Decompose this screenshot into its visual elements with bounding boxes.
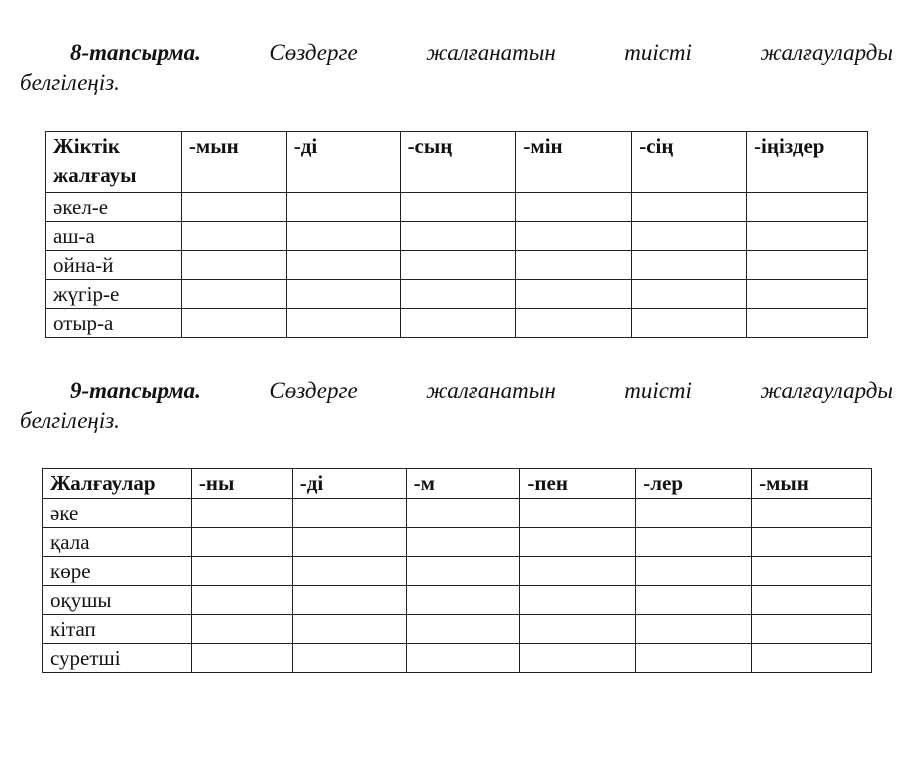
- answer-cell[interactable]: [636, 615, 752, 644]
- task9-header-row: [43, 469, 872, 499]
- answer-cell[interactable]: [400, 280, 516, 309]
- table-row: [43, 499, 872, 528]
- answer-cell[interactable]: [286, 222, 400, 251]
- answer-cell[interactable]: [292, 644, 406, 673]
- task8-ending-header: -мын: [181, 132, 286, 193]
- answer-cell[interactable]: [516, 251, 632, 280]
- answer-cell[interactable]: [516, 309, 632, 338]
- table-row: [43, 557, 872, 586]
- answer-cell[interactable]: [632, 280, 747, 309]
- task8-heading: [20, 38, 893, 98]
- table-row: [43, 528, 872, 557]
- table-row: [46, 251, 868, 280]
- task9-ending-header: -пен: [520, 469, 636, 499]
- task9-header-first: Жалғаулар: [43, 469, 192, 499]
- task8-word-cell: ойна-й: [46, 251, 182, 280]
- answer-cell[interactable]: [292, 557, 406, 586]
- task9-instruction-line2: белгілеңіз.: [20, 408, 120, 433]
- task8-word-cell: аш-а: [46, 222, 182, 251]
- answer-cell[interactable]: [191, 644, 292, 673]
- table-row: [46, 222, 868, 251]
- answer-cell[interactable]: [636, 586, 752, 615]
- answer-cell[interactable]: [636, 499, 752, 528]
- answer-cell[interactable]: [520, 528, 636, 557]
- task8-header-row: [46, 132, 868, 193]
- task9-word-cell: суретші: [43, 644, 192, 673]
- answer-cell[interactable]: [191, 499, 292, 528]
- task9-ending-header: -ны: [191, 469, 292, 499]
- table-row: [43, 615, 872, 644]
- task8-header-first-line2: жалғауы: [53, 163, 137, 187]
- answer-cell[interactable]: [406, 615, 520, 644]
- task8-word-cell: отыр-а: [46, 309, 182, 338]
- answer-cell[interactable]: [632, 193, 747, 222]
- table-row: [46, 309, 868, 338]
- task8-ending-header: -мін: [516, 132, 632, 193]
- answer-cell[interactable]: [181, 309, 286, 338]
- task8-table: [45, 131, 868, 338]
- answer-cell[interactable]: [286, 251, 400, 280]
- answer-cell[interactable]: [520, 644, 636, 673]
- answer-cell[interactable]: [747, 193, 868, 222]
- answer-cell[interactable]: [400, 309, 516, 338]
- answer-cell[interactable]: [520, 557, 636, 586]
- answer-cell[interactable]: [752, 528, 872, 557]
- answer-cell[interactable]: [752, 615, 872, 644]
- answer-cell[interactable]: [191, 615, 292, 644]
- task9-ending-header: -ді: [292, 469, 406, 499]
- answer-cell[interactable]: [632, 251, 747, 280]
- task9-heading: [20, 376, 893, 436]
- answer-cell[interactable]: [747, 222, 868, 251]
- answer-cell[interactable]: [520, 615, 636, 644]
- task8-ending-header: -іңіздер: [747, 132, 868, 193]
- task9-table: [42, 468, 872, 673]
- answer-cell[interactable]: [400, 222, 516, 251]
- answer-cell[interactable]: [400, 193, 516, 222]
- answer-cell[interactable]: [752, 586, 872, 615]
- answer-cell[interactable]: [406, 644, 520, 673]
- answer-cell[interactable]: [520, 586, 636, 615]
- task9-word-cell: қала: [43, 528, 192, 557]
- answer-cell[interactable]: [286, 193, 400, 222]
- answer-cell[interactable]: [632, 222, 747, 251]
- table-row: [46, 193, 868, 222]
- answer-cell[interactable]: [191, 528, 292, 557]
- answer-cell[interactable]: [747, 251, 868, 280]
- answer-cell[interactable]: [181, 251, 286, 280]
- answer-cell[interactable]: [406, 557, 520, 586]
- answer-cell[interactable]: [406, 528, 520, 557]
- task8-ending-header: -сың: [400, 132, 516, 193]
- answer-cell[interactable]: [181, 193, 286, 222]
- task9-ending-header: -м: [406, 469, 520, 499]
- answer-cell[interactable]: [632, 309, 747, 338]
- task9-word-cell: кітап: [43, 615, 192, 644]
- task8-ending-header: -сің: [632, 132, 747, 193]
- answer-cell[interactable]: [191, 557, 292, 586]
- answer-cell[interactable]: [520, 499, 636, 528]
- task9-word-cell: көре: [43, 557, 192, 586]
- task8-header-first: [46, 132, 182, 193]
- task9-heading-line1: [20, 376, 893, 406]
- answer-cell[interactable]: [292, 528, 406, 557]
- answer-cell[interactable]: [516, 222, 632, 251]
- task9-word-cell: оқушы: [43, 586, 192, 615]
- task8-heading-line1: [20, 38, 893, 68]
- answer-cell[interactable]: [286, 309, 400, 338]
- answer-cell[interactable]: [752, 499, 872, 528]
- answer-cell[interactable]: [181, 222, 286, 251]
- answer-cell[interactable]: [406, 499, 520, 528]
- table-row: [43, 586, 872, 615]
- answer-cell[interactable]: [292, 586, 406, 615]
- answer-cell[interactable]: [747, 280, 868, 309]
- answer-cell[interactable]: [292, 615, 406, 644]
- task9-ending-header: -лер: [636, 469, 752, 499]
- answer-cell[interactable]: [752, 644, 872, 673]
- task9-ending-header: -мын: [752, 469, 872, 499]
- answer-cell[interactable]: [406, 586, 520, 615]
- answer-cell[interactable]: [636, 528, 752, 557]
- task8-word-cell: әкел-е: [46, 193, 182, 222]
- task9-instruction-line1: Сөздерге жалғанатын тиісті жалғауларды: [269, 378, 893, 403]
- task8-instruction-line2: белгілеңіз.: [20, 70, 120, 95]
- task8-instruction-line1: Сөздерге жалғанатын тиісті жалғауларды: [269, 40, 893, 65]
- answer-cell[interactable]: [516, 280, 632, 309]
- answer-cell[interactable]: [752, 557, 872, 586]
- answer-cell[interactable]: [636, 644, 752, 673]
- answer-cell[interactable]: [191, 586, 292, 615]
- table-row: [46, 280, 868, 309]
- answer-cell[interactable]: [747, 309, 868, 338]
- task9-label: 9-тапсырма.: [70, 378, 201, 403]
- table-row: [43, 644, 872, 673]
- answer-cell[interactable]: [400, 251, 516, 280]
- task9-word-cell: әке: [43, 499, 192, 528]
- task8-label: 8-тапсырма.: [70, 40, 201, 65]
- answer-cell[interactable]: [181, 280, 286, 309]
- answer-cell[interactable]: [636, 557, 752, 586]
- answer-cell[interactable]: [292, 499, 406, 528]
- task8-word-cell: жүгір-е: [46, 280, 182, 309]
- task8-header-first-line1: Жіктік: [53, 134, 120, 158]
- answer-cell[interactable]: [516, 193, 632, 222]
- task8-ending-header: -ді: [286, 132, 400, 193]
- answer-cell[interactable]: [286, 280, 400, 309]
